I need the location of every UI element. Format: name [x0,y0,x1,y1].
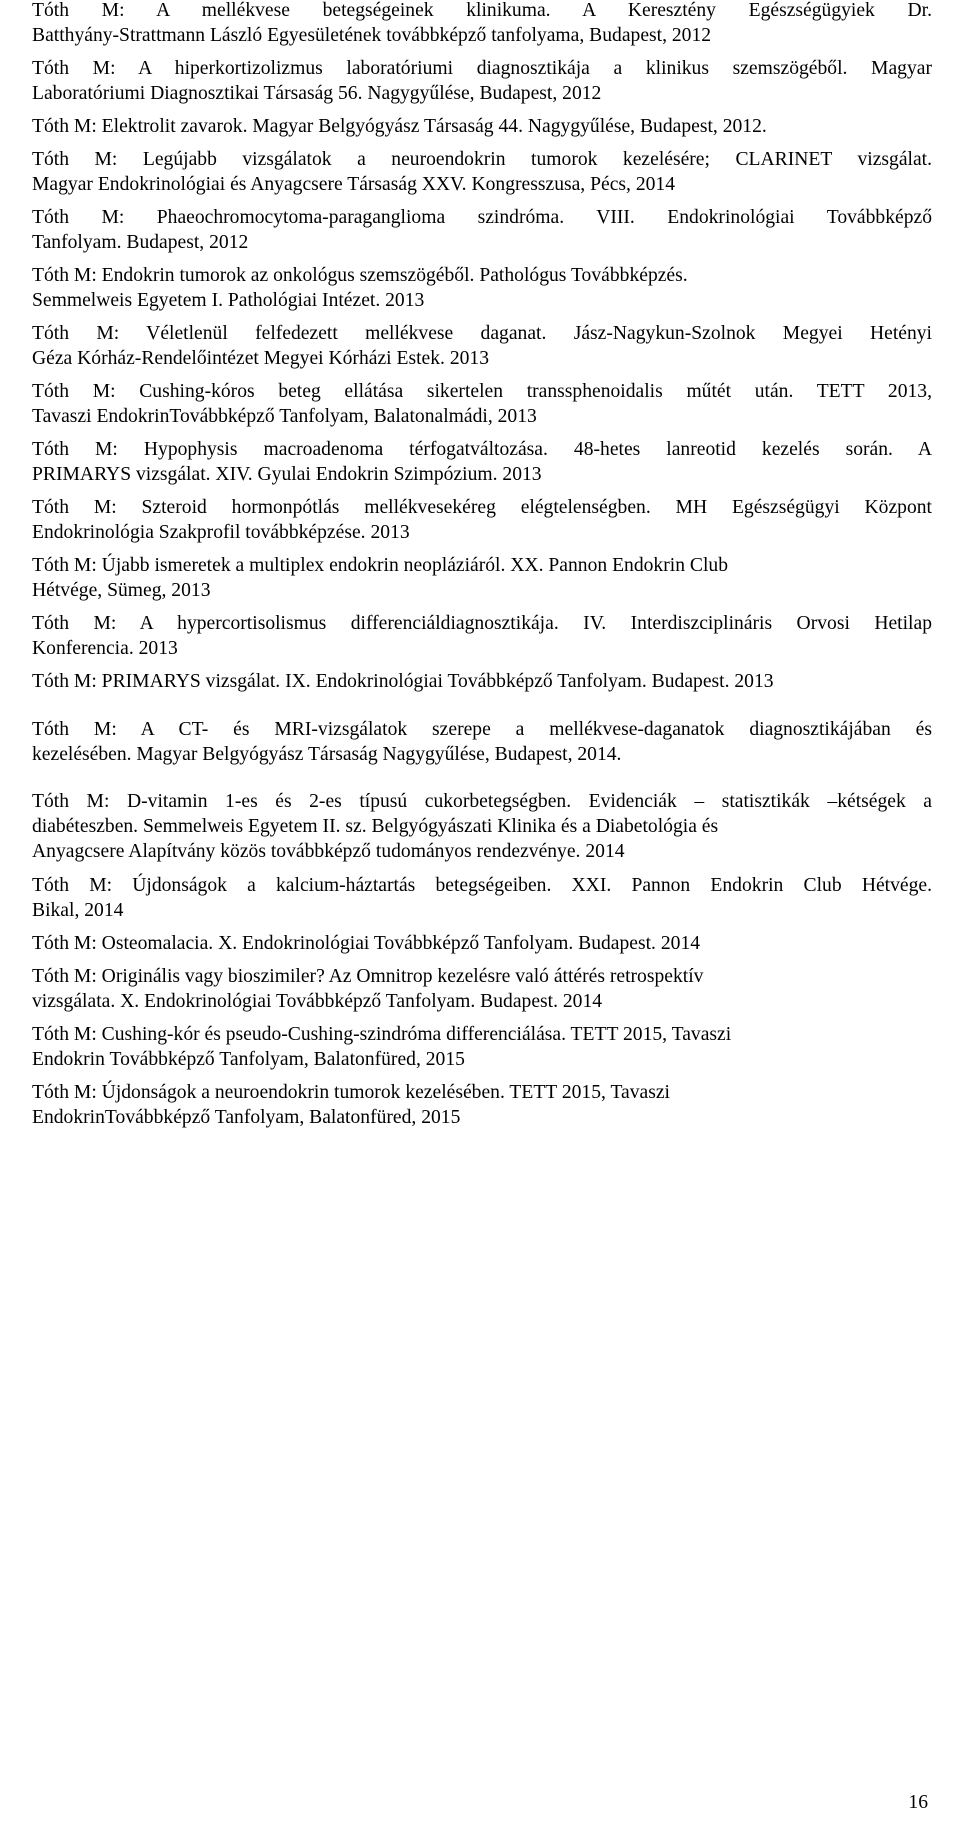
entry-line: vizsgálata. X. Endokrinológiai Továbbképző Tanfolyam. Budapest. 2014 [32,991,603,1012]
entry-line: Tóth M: Véletlenül felfedezett mellékvese daganat. Jász-Nagykun-Szolnok Megyei Hetényi [32,323,932,344]
list-item [32,1080,932,1130]
entry-line: Tóth M: A mellékvese betegségeinek klinikuma. A Keresztény Egészségügyiek Dr. [32,0,932,21]
list-item [32,669,932,694]
entry-line: Tóth M: Endokrin tumorok az onkológus szemszögéből. Pathológus Továbbképzés. [32,265,688,286]
entry-line: Tóth M: Originális vagy bioszimiler? Az Omnitrop kezelésre való áttérés retrospektív [32,966,704,987]
entry-line: Magyar Endokrinológiai és Anyagcsere Társaság XXV. Kongresszusa, Pécs, 2014 [32,174,676,195]
entry-line: EndokrinTovábbképző Tanfolyam, Balatonfüred, 2015 [32,1107,461,1128]
entry-line: Laboratóriumi Diagnosztikai Társaság 56. Nagygyűlése, Budapest, 2012 [32,83,602,104]
entry-line: Tóth M: PRIMARYS vizsgálat. IX. Endokrinológiai Továbbképző Tanfolyam. Budapest. 2013 [32,671,774,692]
entry-line: Tavaszi EndokrinTovábbképző Tanfolyam, Balatonalmádi, 2013 [32,406,537,427]
entry-line: Tóth M: Újabb ismeretek a multiplex endokrin neopláziáról. XX. Pannon Endokrin Club [32,555,728,576]
list-item [32,147,932,197]
list-item [32,495,932,545]
list-item [32,321,932,371]
list-item [32,114,932,139]
list-item [32,379,932,429]
list-item [32,437,932,487]
entry-line: Tóth M: A hiperkortizolizmus laboratóriumi diagnosztikája a klinikus szemszögéből. Magyar [32,58,932,79]
list-item [32,789,932,864]
entry-line: Tóth M: D-vitamin 1-es és 2-es típusú cukorbetegségben. Evidenciák – statisztikák –kétségek a [32,791,932,812]
entry-line: Tóth M: Hypophysis macroadenoma térfogatváltozása. 48-hetes lanreotid kezelés során. A [32,439,932,460]
list-item [32,205,932,255]
list-item [32,56,932,106]
entry-line: kezelésében. Magyar Belgyógyász Társaság Nagygyűlése, Budapest, 2014. [32,744,622,765]
entry-line: Endokrin Továbbképző Tanfolyam, Balatonfüred, 2015 [32,1049,465,1070]
entry-line: Tóth M: Újdonságok a neuroendokrin tumorok kezelésében. TETT 2015, Tavaszi [32,1082,671,1103]
entry-line: Tóth M: A CT- és MRI-vizsgálatok szerepe a mellékvese-daganatok diagnosztikájában és [32,719,932,740]
entry-line: Batthyány-Strattmann László Egyesületének továbbképző tanfolyama, Budapest, 2012 [32,25,712,46]
entry-line: Tóth M: Cushing-kóros beteg ellátása sikertelen transsphenoidalis műtét után. TETT 2013, [32,381,932,402]
entry-line: Tóth M: Elektrolit zavarok. Magyar Belgyógyász Társaság 44. Nagygyűlése, Budapest, 2012. [32,116,767,137]
entry-line: Tóth M: Újdonságok a kalcium-háztartás betegségeiben. XXI. Pannon Endokrin Club Hétvége. [32,875,932,896]
entry-line: Tóth M: A hypercortisolismus differenciáldiagnosztikája. IV. Interdiszciplináris Orvosi Hetilap [32,613,932,634]
entry-line: Tóth M: Szteroid hormonpótlás mellékvesekéreg elégtelenségben. MH Egészségügyi Központ [32,497,932,518]
entry-line: Tóth M: Legújabb vizsgálatok a neuroendokrin tumorok kezelésére; CLARINET vizsgálat. [32,149,932,170]
list-item [32,1022,932,1072]
entry-line: Endokrinológia Szakprofil továbbképzése. 2013 [32,522,410,543]
entry-line: Semmelweis Egyetem I. Pathológiai Intézet. 2013 [32,290,425,311]
entry-line: Konferencia. 2013 [32,638,178,659]
list-item [32,931,932,956]
list-item [32,553,932,603]
list-item [32,263,932,313]
entry-line: Anyagcsere Alapítvány közös továbbképző tudományos rendezvénye. 2014 [32,841,625,862]
page-number: 16 [908,1792,928,1813]
entry-line: Tóth M: Phaeochromocytoma-paraganglioma szindróma. VIII. Endokrinológiai Továbbképző [32,207,932,228]
entry-line: Tanfolyam. Budapest, 2012 [32,232,249,253]
list-item [32,964,932,1014]
list-item [32,0,932,48]
entry-line: Tóth M: Osteomalacia. X. Endokrinológiai Továbbképző Tanfolyam. Budapest. 2014 [32,933,701,954]
entry-line: Bikal, 2014 [32,900,124,921]
list-item [32,873,932,923]
entry-line: Géza Kórház-Rendelőintézet Megyei Kórházi Estek. 2013 [32,348,490,369]
entry-line: diabéteszben. Semmelweis Egyetem II. sz. Belgyógyászati Klinika és a Diabetológia és [32,816,719,837]
list-item [32,717,932,767]
entry-line: Tóth M: Cushing-kór és pseudo-Cushing-szindróma differenciálása. TETT 2015, Tavaszi [32,1024,732,1045]
entry-line: PRIMARYS vizsgálat. XIV. Gyulai Endokrin Szimpózium. 2013 [32,464,542,485]
entry-line: Hétvége, Sümeg, 2013 [32,580,211,601]
list-item [32,611,932,661]
